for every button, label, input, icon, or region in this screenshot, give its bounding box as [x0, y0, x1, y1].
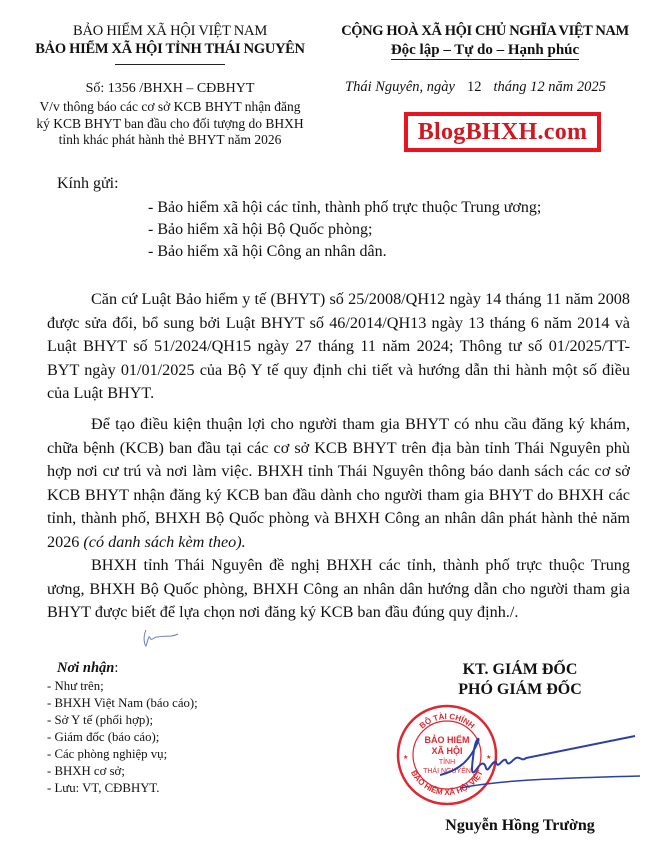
svg-text:XÃ HỘI: XÃ HỘI: [431, 746, 463, 756]
recipient-item: - BHXH cơ sở;: [47, 764, 125, 778]
svg-text:BỘ TÀI CHÍNH: BỘ TÀI CHÍNH: [417, 711, 477, 731]
signer-name: Nguyễn Hồng Trường: [445, 817, 595, 834]
recipient-item: - Các phòng nghiệp vụ;: [47, 747, 168, 761]
svg-text:★: ★: [486, 755, 492, 761]
document-number-suffix: /BHXH – CĐBHYT: [139, 81, 255, 96]
place-date-suffix: tháng 12 năm 2025: [493, 79, 606, 95]
agency-name: BẢO HIỂM XÃ HỘI TỈNH THÁI NGUYÊN: [35, 41, 305, 57]
signatory-line-2: PHÓ GIÁM ĐỐC: [458, 681, 582, 698]
watermark-badge: BlogBHXH.com: [404, 112, 601, 152]
document-number: [20, 80, 320, 98]
recipient-item: - Sở Y tế (phối hợp);: [47, 713, 154, 727]
recipient-item: - Như trên;: [47, 679, 104, 693]
national-motto: Độc lập – Tự do – Hạnh phúc: [390, 42, 580, 58]
salutation-label: Kính gửi:: [57, 175, 119, 192]
svg-text:TỈNH: TỈNH: [438, 759, 456, 766]
parent-agency-name: BẢO HIỂM XÃ HỘI VIỆT NAM: [72, 23, 268, 39]
addressee-item: - Bảo hiểm xã hội Công an nhân dân.: [148, 243, 387, 260]
document-subject: [20, 99, 320, 149]
body-paragraph-request: BHXH tỉnh Thái Nguyên đề nghị BHXH các tỉnh, thành phố trực thuộc Trung ương, BHXH Bộ Quốc phòng, BHXH Công an nhân dân hướng dẫn cho người tham gia BHYT được biết để lựa chọn nơi đăng ký KCB ban đầu đúng quy định./.: [47, 556, 630, 621]
document-number-label: Số:: [85, 81, 105, 96]
document-number-value: 1356: [107, 81, 136, 96]
body-paragraph-legal-basis: Căn cứ Luật Bảo hiểm y tế (BHYT) số 25/2008/QH12 ngày 14 tháng 11 năm 2008 được sửa đổi, bổ sung bởi Luật BHYT số 46/2014/QH13 ngày 13 tháng 6 năm 2014 và Luật BHYT số 51/2024/QH15 ngày 27 tháng 11 năm 2024; Thông tư số 01/2025/TT-BYT ngày 01/01/2025 của Bộ Y tế quy định chi tiết và hướng dẫn thi hành một số điều của Luật BHYT.: [47, 290, 630, 402]
addressee-item: - Bảo hiểm xã hội Bộ Quốc phòng;: [148, 221, 373, 238]
addressee-item: - Bảo hiểm xã hội các tỉnh, thành phố trực thuộc Trung ương;: [148, 199, 542, 216]
recipient-item: - BHXH Việt Nam (báo cáo);: [47, 696, 198, 710]
nation-title: CỘNG HOÀ XÃ HỘI CHỦ NGHĨA VIỆT NAM: [341, 23, 629, 39]
svg-text:★: ★: [403, 755, 409, 761]
attachment-note: (có danh sách kèm theo).: [83, 532, 246, 551]
signatory-title: [405, 660, 635, 700]
recipient-item: - Giám đốc (báo cáo);: [47, 730, 160, 744]
svg-text:BẢO HIỂM: BẢO HIỂM: [424, 735, 470, 745]
subject-line: tỉnh khác phát hành thẻ BHYT năm 2026: [58, 132, 282, 147]
addressee-list: [148, 197, 541, 263]
initials-icon: [140, 626, 182, 650]
date-day: 12: [466, 79, 482, 95]
handwritten-signature-icon: [440, 730, 640, 800]
issuing-agency-header: [20, 22, 320, 65]
national-header: [330, 22, 640, 60]
body-paragraph-notice: Để tạo điều kiện thuận lợi cho người tham gia BHYT có nhu cầu đăng ký khám, chữa bệnh (KCB) ban đầu tại các cơ sở KCB BHYT trên địa bàn tỉnh Thái Nguyên phù hợp nơi cư trú và nơi làm việc. BHXH tỉnh Thái Nguyên thông báo danh sách các cơ sở KCB BHYT nhận đăng ký KCB ban đầu dành cho người tham gia BHYT do BHXH các tỉnh, thành phố, BHXH Bộ Quốc phòng và BHXH Công an nhân dân phát hành thẻ năm 2026 (có danh sách kèm theo).: [47, 415, 630, 551]
header-divider: [115, 64, 225, 65]
signatory-line-1: KT. GIÁM ĐỐC: [462, 661, 578, 678]
recipient-item: - Lưu: VT, CĐBHYT.: [47, 781, 160, 795]
place-and-date: [345, 78, 645, 96]
svg-text:THÁI NGUYÊN: THÁI NGUYÊN: [423, 768, 471, 775]
recipients-footer-list: [47, 678, 198, 797]
subject-line: ký KCB BHYT ban đầu cho đối tượng do BHXH: [36, 115, 304, 131]
place-date-prefix: Thái Nguyên, ngày: [345, 79, 455, 95]
svg-text:BẢO HIỂM XÃ HỘI VIỆT: BẢO HIỂM XÃ HỘI VIỆT: [409, 768, 485, 798]
recipients-footer-title: Nơi nhận:: [57, 660, 119, 676]
subject-line: V/v thông báo các cơ sở KCB BHYT nhận đăng: [39, 99, 301, 114]
